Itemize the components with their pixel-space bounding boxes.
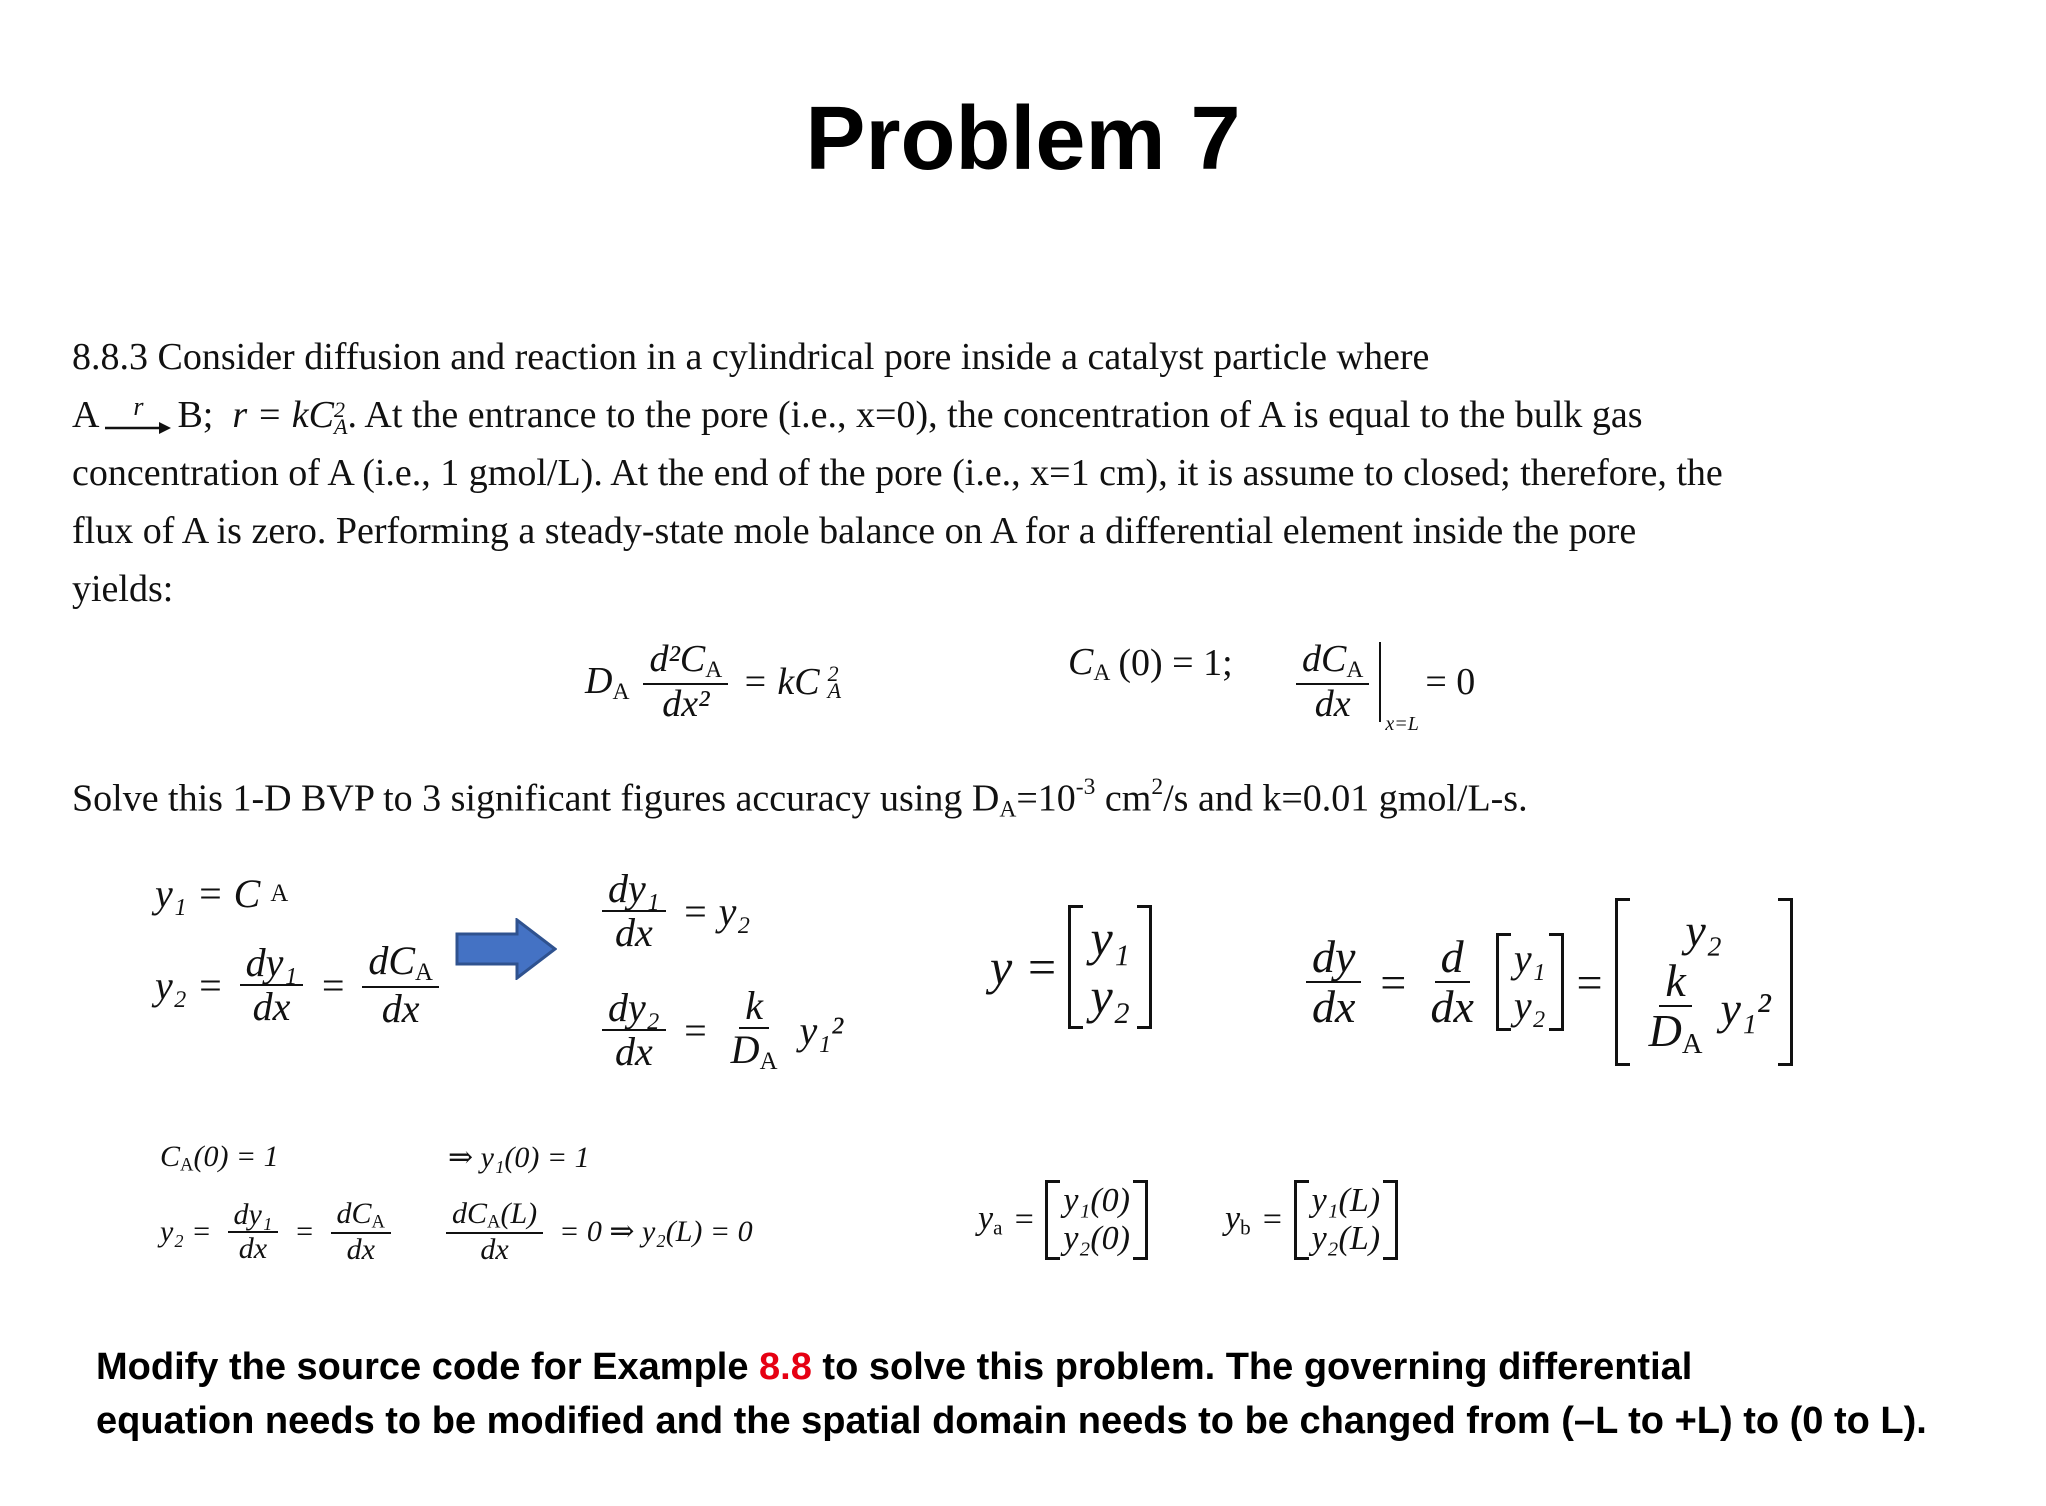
sys-e1-rhs: = y₂ [681, 888, 751, 934]
governing-equation-line [0, 640, 2046, 740]
reaction-arrow [103, 394, 173, 436]
statement-text-1: Consider diffusion and reaction in a cylindrical pore inside a catalyst particle where [157, 336, 1430, 378]
solve-d-value: =10 [1016, 777, 1076, 820]
deriv-output-rhs: y₁² [1720, 983, 1771, 1035]
dy-dx-fraction [1306, 930, 1361, 1033]
ode-numerator: d²C [649, 638, 706, 680]
bc1-symbol: C [1068, 641, 1094, 683]
final-instruction [96, 1340, 1996, 1448]
solve-text-end: /s and k=0.01 gmol/L-s. [1163, 777, 1528, 820]
bc-flux-den: dx [480, 1233, 509, 1267]
y2-def-f2-num: dC [368, 938, 416, 983]
state-vector [990, 905, 1152, 1029]
example-reference: 8.8 [759, 1346, 812, 1388]
statement-line-5: yields: [72, 568, 174, 610]
block-arrow-icon [455, 918, 557, 980]
deriv-eq-2: = [1573, 956, 1605, 1008]
deriv-eq: = [1377, 956, 1409, 1008]
deriv-output-k: k [1659, 957, 1691, 1007]
y2-def-eq: = [319, 962, 347, 1008]
bc1-value: (0) = 1; [1118, 642, 1233, 685]
sys-e2-num: dy₂ [602, 987, 666, 1031]
ya-symbol: y [978, 1199, 994, 1237]
y2-def-f1-num: dy₁ [240, 942, 304, 986]
deriv-output-row-1: y₂ [1685, 905, 1722, 956]
deriv-inner-row-2: y₂ [1513, 983, 1546, 1029]
sys-e2-rhs: y₁² [799, 1007, 844, 1053]
bc-y1-text: ⇒ y₁(0) = 1 [448, 1141, 590, 1174]
bc-y1-implication [448, 1140, 590, 1175]
solve-instruction [72, 758, 1528, 838]
rate-sup: 2 [334, 396, 346, 422]
ode-rhs-sub: A [827, 678, 842, 704]
problem-number: 8.8.3 [72, 336, 148, 378]
bc2-numerator-sub: A [1346, 656, 1364, 683]
bc-flux-num-rest: (L) [500, 1197, 538, 1230]
state-vector-row-1: y₁ [1090, 910, 1131, 966]
bc-y2-definition [160, 1198, 397, 1266]
ya-row-1: y₁(0) [1063, 1182, 1130, 1219]
sys-e2-d-sub: A [759, 1048, 778, 1076]
final-text-post: to solve this problem. The governing differential [811, 1346, 1693, 1388]
deriv-inner-row-1: y₁ [1513, 936, 1546, 982]
reaction-arrow-label: r [133, 392, 144, 421]
y2-def-lhs: y₂ = [155, 962, 224, 1008]
y2-def-frac2 [362, 940, 439, 1030]
bc2-rhs: = 0 [1425, 661, 1476, 704]
deriv-den: dx [1312, 981, 1356, 1033]
deriv-output-matrix [1615, 898, 1793, 1066]
bc-ca0-sub: A [180, 1154, 194, 1176]
deriv-inner-matrix [1496, 933, 1564, 1031]
y2-def-f2-sub: A [415, 959, 433, 987]
sys-e2-den: dx [614, 1029, 653, 1075]
bc-y2-lhs: y₂ = [160, 1214, 212, 1248]
sys-e1-num: dy₁ [602, 868, 666, 912]
statement-text-2: . At the entrance to the pore (i.e., x=0), the concentration of A is equal to the bulk gas [347, 394, 1643, 436]
reaction-equation [72, 386, 213, 444]
sys-e2-eq: = [681, 1007, 709, 1053]
yb-matrix [1294, 1180, 1398, 1260]
bc-flux-num: dC [452, 1197, 488, 1230]
state-vector-lhs: y = [990, 939, 1059, 995]
sys-e2-d: D [730, 1027, 760, 1072]
species-b: B; [177, 394, 214, 436]
ode-denominator: dx² [662, 682, 710, 725]
deriv-output-row-2 [1637, 957, 1771, 1060]
sys-e1-den: dx [614, 910, 653, 955]
deriv-d-den: dx [1430, 981, 1474, 1033]
bc-flux-zero [440, 1198, 753, 1266]
bc-y2-f2-sub: A [371, 1211, 385, 1233]
ode-rhs-sup: 2 [827, 660, 839, 686]
yb-vector [1225, 1180, 1398, 1260]
yb-row-2: y₂(L) [1311, 1220, 1381, 1257]
second-derivative-fraction [643, 640, 728, 725]
deriv-output-d-sub: A [1681, 1029, 1703, 1061]
y1-def-text: y₁ = C [155, 871, 261, 916]
yb-symbol: y [1225, 1199, 1241, 1237]
solve-d-sub: A [999, 796, 1017, 823]
bc-ca0 [160, 1140, 279, 1177]
boundary-condition-1 [1068, 640, 1233, 687]
bc-flux-rhs: = 0 ⇒ y₂(L) = 0 [559, 1215, 753, 1249]
flux-fraction [1296, 640, 1369, 725]
statement-line-2 [72, 386, 2002, 444]
y2-def-f1-den: dx [252, 984, 291, 1030]
species-a: A [72, 394, 100, 436]
bc2-numerator: dC [1302, 638, 1347, 680]
y2-definition [155, 940, 445, 1030]
y1-definition [155, 870, 288, 917]
y2-def-frac1 [240, 942, 304, 1028]
diffusivity-symbol: D [585, 659, 613, 702]
rate-symbol: r [232, 394, 248, 436]
yb-row-1: y₁(L) [1311, 1182, 1381, 1219]
ya-row-2: y₂(0) [1063, 1220, 1130, 1257]
d-dx-operator [1424, 930, 1479, 1033]
ya-eq: = [1012, 1201, 1036, 1238]
ode-numerator-sub: A [705, 656, 723, 683]
bc-y2-f1-den: dx [238, 1231, 268, 1265]
ya-sub: a [993, 1215, 1003, 1240]
bc-ca0-value: (0) = 1 [193, 1140, 279, 1173]
ya-vector [978, 1180, 1148, 1260]
deriv-output-d: D [1648, 1005, 1682, 1057]
bc-y2-f2-den: dx [346, 1233, 375, 1267]
k-over-d-fraction [725, 985, 784, 1075]
yb-sub: b [1240, 1215, 1251, 1240]
evaluation-bar [1379, 642, 1419, 736]
dy1-dx-fraction [602, 868, 666, 954]
arrow-right-icon [103, 420, 173, 436]
rate-sub: A [334, 414, 348, 440]
bc1-sub: A [1093, 659, 1111, 686]
sys-e2-k: k [739, 985, 769, 1029]
bc-flux-num-sub: A [487, 1211, 501, 1233]
final-line-2: equation needs to be modified and the spatial domain needs to be changed from (–L to +L) to (0 to L). [96, 1400, 1927, 1442]
dy2-dx-fraction [602, 987, 666, 1073]
bc-flux-fraction [446, 1198, 543, 1266]
state-vector-matrix [1068, 905, 1152, 1029]
boundary-condition-2 [1290, 638, 1476, 736]
problem-statement [72, 328, 2002, 618]
solve-units-sup: 2 [1151, 774, 1164, 800]
system-equation-2 [596, 985, 843, 1075]
system-equation-1 [596, 868, 750, 954]
diffusivity-sub: A [612, 678, 630, 705]
bc-y2-f2-num: dC [336, 1197, 372, 1230]
statement-line-4: flux of A is zero. Performing a steady-state mole balance on A for a differential element inside the pore [72, 510, 1637, 552]
bc-ca0-symbol: C [160, 1140, 181, 1173]
solve-text: Solve this 1-D BVP to 3 significant figures accuracy using D [72, 777, 1000, 820]
bc-y2-frac1 [228, 1199, 279, 1264]
solve-units: cm [1095, 777, 1152, 820]
bc-y2-f1-num: dy₁ [228, 1199, 279, 1233]
y2-def-f2-den: dx [381, 986, 420, 1032]
ya-matrix [1045, 1180, 1148, 1260]
rate-expression: = kC [256, 394, 335, 436]
y1-def-sub: A [270, 879, 289, 907]
bc-y2-frac2 [331, 1198, 391, 1266]
bc2-denominator: dx [1314, 682, 1351, 725]
ode-rhs: = kC [742, 661, 820, 704]
derivative-vector [1300, 898, 1793, 1066]
state-vector-row-2: y₂ [1090, 968, 1131, 1024]
statement-line-1 [72, 328, 2002, 386]
statement-line-3: concentration of A (i.e., 1 gmol/L). At the end of the pore (i.e., x=1 cm), it is assume to closed; therefore, the [72, 452, 1723, 494]
page-title: Problem 7 [805, 89, 1241, 189]
yb-eq: = [1260, 1201, 1284, 1238]
solve-d-exponent: -3 [1075, 774, 1096, 800]
governing-ode [585, 640, 841, 725]
final-text-pre: Modify the source code for Example [96, 1346, 760, 1388]
evaluation-point: x=L [1385, 713, 1419, 736]
deriv-num: dy [1306, 933, 1361, 983]
bc-y2-eq: = [294, 1214, 315, 1248]
deriv-d-num: d [1435, 933, 1470, 983]
final-line-1 [96, 1340, 1996, 1394]
